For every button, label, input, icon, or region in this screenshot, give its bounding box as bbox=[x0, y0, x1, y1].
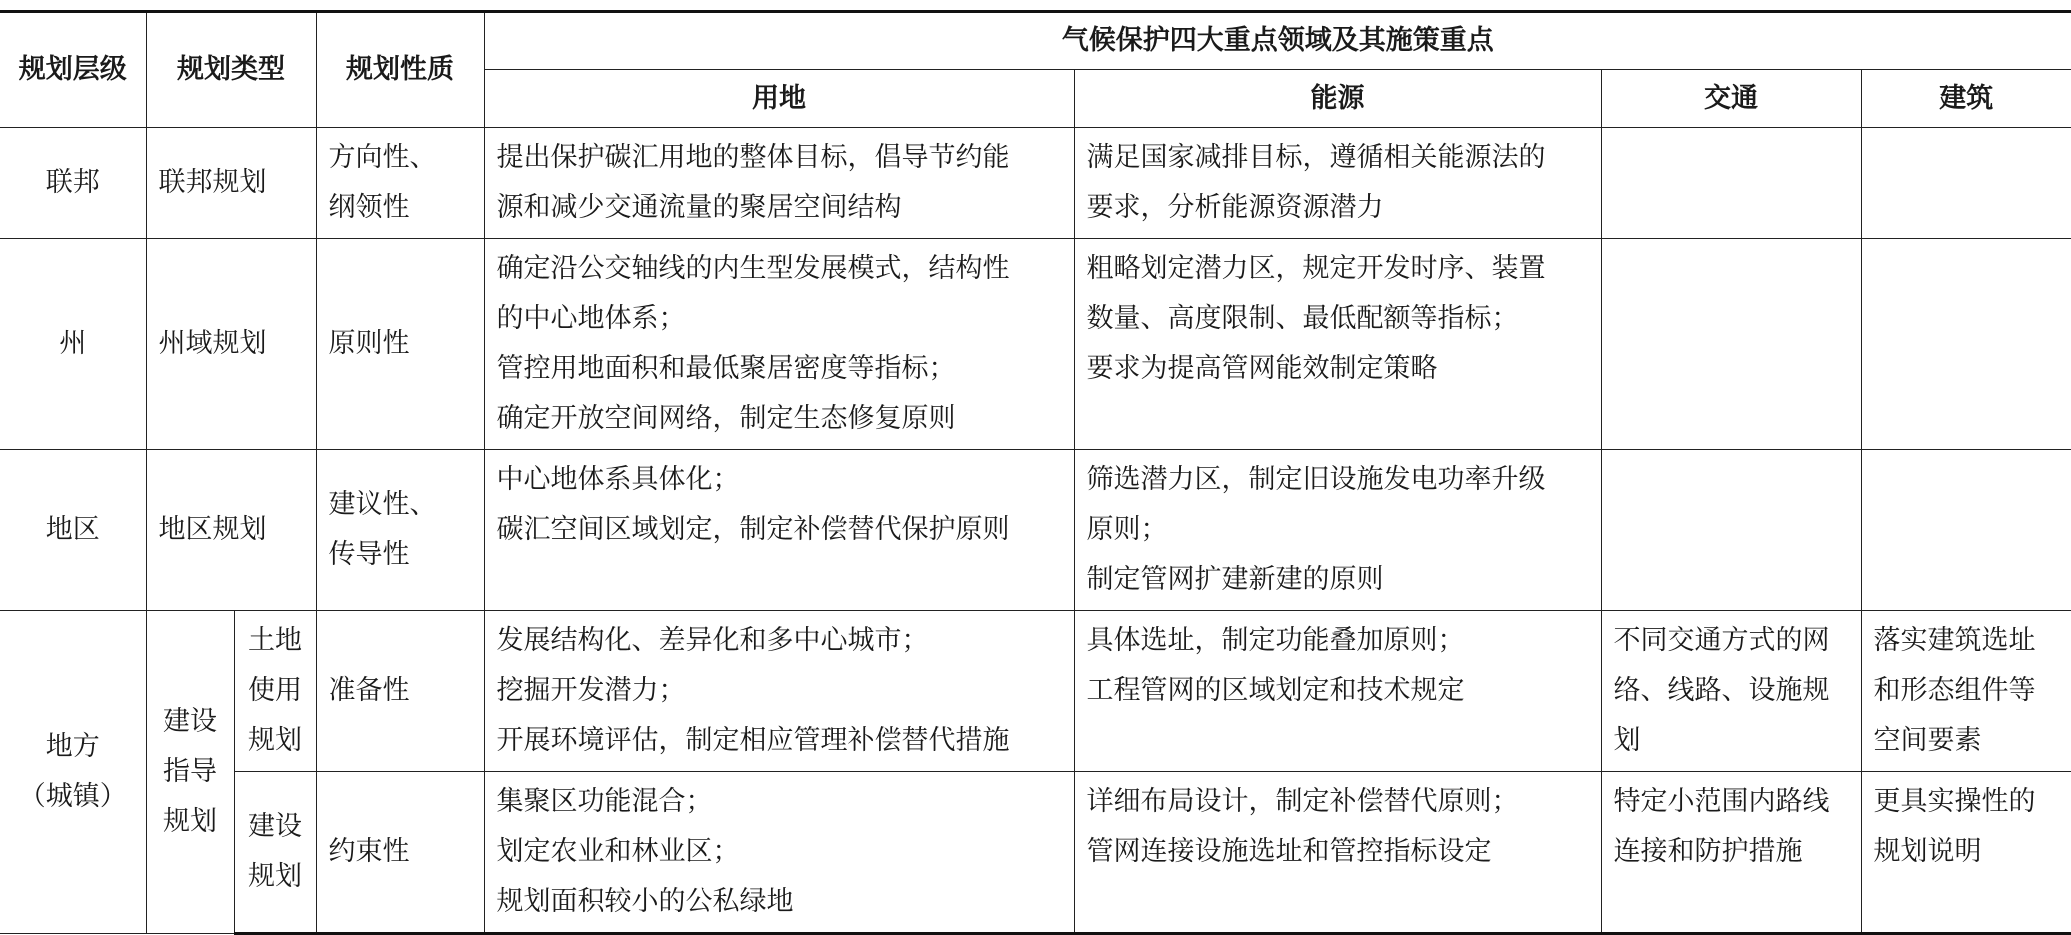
landuse-subtype-line: 使用 bbox=[248, 675, 302, 706]
federal-nature bbox=[316, 128, 484, 239]
landuse-building-line: 和形态组件等 bbox=[1873, 675, 2036, 706]
region-type: 地区规划 bbox=[146, 450, 316, 611]
landuse-subtype bbox=[234, 611, 316, 772]
state-type: 州域规划 bbox=[146, 239, 316, 450]
construction-nature: 约束性 bbox=[316, 772, 484, 934]
region-building bbox=[1861, 450, 2071, 611]
state-energy-line: 要求为提高管网能效制定策略 bbox=[1086, 353, 1438, 384]
federal-level: 联邦 bbox=[0, 128, 146, 239]
state-energy bbox=[1074, 239, 1601, 450]
state-land-line: 确定开放空间网络，制定生态修复原则 bbox=[496, 403, 956, 434]
region-nature bbox=[316, 450, 484, 611]
state-traffic bbox=[1601, 239, 1861, 450]
federal-land-line: 源和减少交通流量的聚居空间结构 bbox=[496, 192, 902, 223]
local-type-line: 规划 bbox=[163, 806, 217, 837]
header-nature: 规划性质 bbox=[316, 12, 484, 128]
federal-traffic bbox=[1601, 128, 1861, 239]
construction-traffic-line: 连接和防护措施 bbox=[1613, 836, 1803, 867]
construction-traffic bbox=[1601, 772, 1861, 934]
header-group: 气候保护四大重点领域及其施策重点 bbox=[484, 12, 2071, 70]
local-type-line: 建设 bbox=[163, 706, 217, 737]
federal-land-line: 提出保护碳汇用地的整体目标，倡导节约能 bbox=[496, 142, 1010, 173]
local-level-line: （城镇） bbox=[18, 781, 127, 812]
federal-type: 联邦规划 bbox=[146, 128, 316, 239]
landuse-building bbox=[1861, 611, 2071, 772]
construction-energy-line: 详细布局设计，制定补偿替代原则； bbox=[1086, 786, 1519, 817]
landuse-building-line: 落实建筑选址 bbox=[1873, 625, 2036, 656]
construction-traffic-line: 特定小范围内路线 bbox=[1613, 786, 1830, 817]
region-nature-line: 建议性、 bbox=[328, 489, 437, 520]
construction-building-line: 规划说明 bbox=[1873, 836, 1982, 867]
header-traffic: 交通 bbox=[1601, 70, 1861, 128]
landuse-subtype-line: 规划 bbox=[248, 725, 302, 756]
state-land-line: 管控用地面积和最低聚居密度等指标； bbox=[496, 353, 956, 384]
construction-land bbox=[484, 772, 1074, 934]
state-land-line: 的中心地体系； bbox=[496, 303, 686, 334]
construction-land-line: 集聚区功能混合； bbox=[496, 786, 713, 817]
landuse-subtype-line: 土地 bbox=[248, 625, 302, 656]
header-row-1 bbox=[0, 12, 2071, 70]
region-traffic bbox=[1601, 450, 1861, 611]
federal-land bbox=[484, 128, 1074, 239]
construction-building bbox=[1861, 772, 2071, 934]
header-level: 规划层级 bbox=[0, 12, 146, 128]
header-building: 建筑 bbox=[1861, 70, 2071, 128]
header-land: 用地 bbox=[484, 70, 1074, 128]
state-building bbox=[1861, 239, 2071, 450]
landuse-building-line: 空间要素 bbox=[1873, 725, 1982, 756]
row-local-landuse bbox=[0, 611, 2071, 772]
state-level: 州 bbox=[0, 239, 146, 450]
landuse-land-line: 开展环境评估，制定相应管理补偿替代措施 bbox=[496, 725, 1010, 756]
row-federal bbox=[0, 128, 2071, 239]
landuse-energy bbox=[1074, 611, 1601, 772]
region-energy-line: 制定管网扩建新建的原则 bbox=[1086, 564, 1384, 595]
region-land bbox=[484, 450, 1074, 611]
local-level bbox=[0, 611, 146, 934]
federal-energy bbox=[1074, 128, 1601, 239]
landuse-land-line: 发展结构化、差异化和多中心城市； bbox=[496, 625, 929, 656]
construction-land-line: 规划面积较小的公私绿地 bbox=[496, 886, 794, 917]
construction-subtype bbox=[234, 772, 316, 934]
local-type bbox=[146, 611, 234, 934]
landuse-nature: 准备性 bbox=[316, 611, 484, 772]
local-level-line: 地方 bbox=[45, 731, 100, 762]
landuse-traffic bbox=[1601, 611, 1861, 772]
local-type-line: 指导 bbox=[163, 756, 217, 787]
construction-subtype-line: 建设 bbox=[248, 811, 302, 842]
landuse-energy-line: 工程管网的区域划定和技术规定 bbox=[1086, 675, 1465, 706]
construction-subtype-line: 规划 bbox=[248, 861, 302, 892]
federal-nature-line: 方向性、 bbox=[328, 142, 437, 173]
federal-energy-line: 满足国家减排目标，遵循相关能源法的 bbox=[1086, 142, 1546, 173]
state-nature: 原则性 bbox=[316, 239, 484, 450]
federal-building bbox=[1861, 128, 2071, 239]
region-energy bbox=[1074, 450, 1601, 611]
region-level: 地区 bbox=[0, 450, 146, 611]
state-energy-line: 粗略划定潜力区，规定开发时序、装置 bbox=[1086, 253, 1546, 284]
row-state bbox=[0, 239, 2071, 450]
landuse-traffic-line: 划 bbox=[1613, 725, 1641, 756]
region-energy-line: 原则； bbox=[1086, 514, 1168, 545]
region-land-line: 碳汇空间区域划定，制定补偿替代保护原则 bbox=[496, 514, 1010, 545]
state-energy-line: 数量、高度限制、最低配额等指标； bbox=[1086, 303, 1519, 334]
construction-energy bbox=[1074, 772, 1601, 934]
landuse-land bbox=[484, 611, 1074, 772]
row-local-construction bbox=[0, 772, 2071, 934]
region-nature-line: 传导性 bbox=[328, 539, 410, 570]
landuse-traffic-line: 不同交通方式的网 bbox=[1613, 625, 1830, 656]
construction-energy-line: 管网连接设施选址和管控指标设定 bbox=[1086, 836, 1492, 867]
construction-building-line: 更具实操性的 bbox=[1873, 786, 2036, 817]
region-land-line: 中心地体系具体化； bbox=[496, 464, 740, 495]
landuse-energy-line: 具体选址，制定功能叠加原则； bbox=[1086, 625, 1465, 656]
construction-land-line: 划定农业和林业区； bbox=[496, 836, 740, 867]
landuse-traffic-line: 络、线路、设施规 bbox=[1613, 675, 1830, 706]
federal-nature-line: 纲领性 bbox=[328, 192, 410, 223]
planning-table bbox=[0, 10, 2071, 935]
state-land bbox=[484, 239, 1074, 450]
row-region bbox=[0, 450, 2071, 611]
header-energy: 能源 bbox=[1074, 70, 1601, 128]
header-type: 规划类型 bbox=[146, 12, 316, 128]
landuse-land-line: 挖掘开发潜力； bbox=[496, 675, 686, 706]
federal-energy-line: 要求，分析能源资源潜力 bbox=[1086, 192, 1384, 223]
region-energy-line: 筛选潜力区，制定旧设施发电功率升级 bbox=[1086, 464, 1546, 495]
state-land-line: 确定沿公交轴线的内生型发展模式，结构性 bbox=[496, 253, 1010, 284]
